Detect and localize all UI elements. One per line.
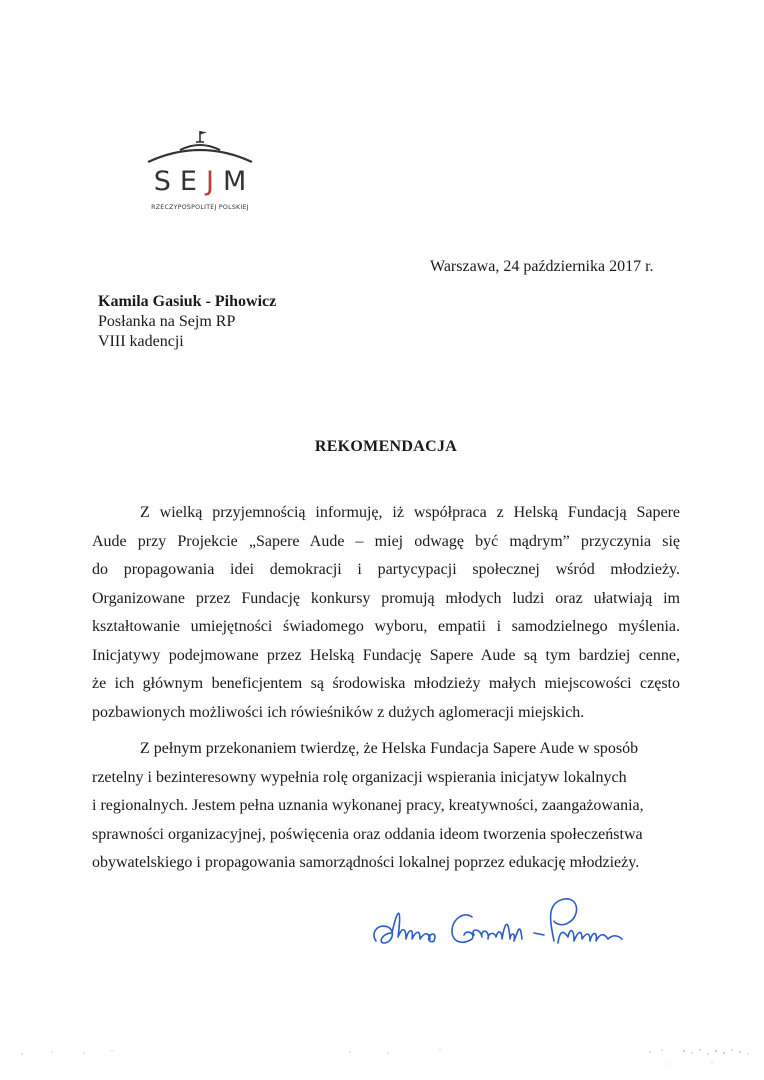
letter-title: REKOMENDACJA	[314, 438, 458, 455]
text-line: i regionalnych. Jestem pełna uznania wykonanej pracy, kreatywności, zaangażowania,	[92, 797, 644, 814]
parliament-dome-icon	[140, 126, 260, 171]
logo-subtitle: RZECZYPOSPOLITEJ POLSKIEJ	[151, 204, 249, 211]
scan-artifacts	[0, 1040, 764, 1070]
text-line: że ich głównym beneficjentem są środowiska młodzieży małych miejscowości często	[92, 675, 680, 692]
text-line: sprawności organizacyjnej, poświęcenia oraz oddania ideom tworzenia społeczeństwa	[92, 825, 643, 843]
text-line: pozbawionych możliwości ich rówieśników z dużych aglomeracji miejskich.	[92, 703, 585, 721]
recipient-block	[98, 292, 276, 352]
recipient-name: Kamila Gasiuk - Pihowicz	[98, 293, 277, 310]
paragraph-2	[92, 735, 680, 878]
logo-accent-letter: J	[205, 166, 223, 197]
text-line: Z wielką przyjemnością informuję, iż współpraca z Helską Fundacją Sapere	[140, 504, 680, 521]
text-line: Aude przy Projekcie „Sapere Aude – miej odwagę być mądrym” przyczynia się	[92, 532, 680, 550]
text-line: Z pełnym przekonaniem twierdzę, że Helska Fundacja Sapere Aude w sposób	[140, 740, 639, 757]
paragraph-1	[92, 499, 680, 727]
text-line: Inicjatywy podejmowane przez Helską Fundację Sapere Aude są tym bardziej cenne,	[92, 646, 680, 664]
text-line: obywatelskiego i propagowania samorządności lokalnej poprzez edukację młodzieży.	[92, 854, 640, 871]
logo-wordmark: SEJM	[153, 166, 256, 197]
handwritten-signature	[368, 893, 658, 963]
sejm-logo	[140, 126, 260, 216]
text-line: Organizowane przez Fundację konkursy promują młodych ludzi oraz ułatwiają im	[92, 589, 680, 607]
text-line: kształtowanie umiejętności świadomego wyboru, empatii i samodzielnego myślenia.	[92, 618, 680, 635]
text-line: do propagowania idei demokracji i partycypacji społecznej wśród młodzieży.	[92, 561, 680, 578]
place-date: Warszawa, 24 października 2017 r.	[430, 258, 654, 275]
text-line: rzetelny i bezinteresowny wypełnia rolę organizacji wspierania inicjatyw lokalnych	[92, 768, 627, 786]
recipient-role: Posłanka na Sejm RP	[98, 313, 236, 330]
recipient-term: VIII kadencji	[98, 333, 184, 350]
